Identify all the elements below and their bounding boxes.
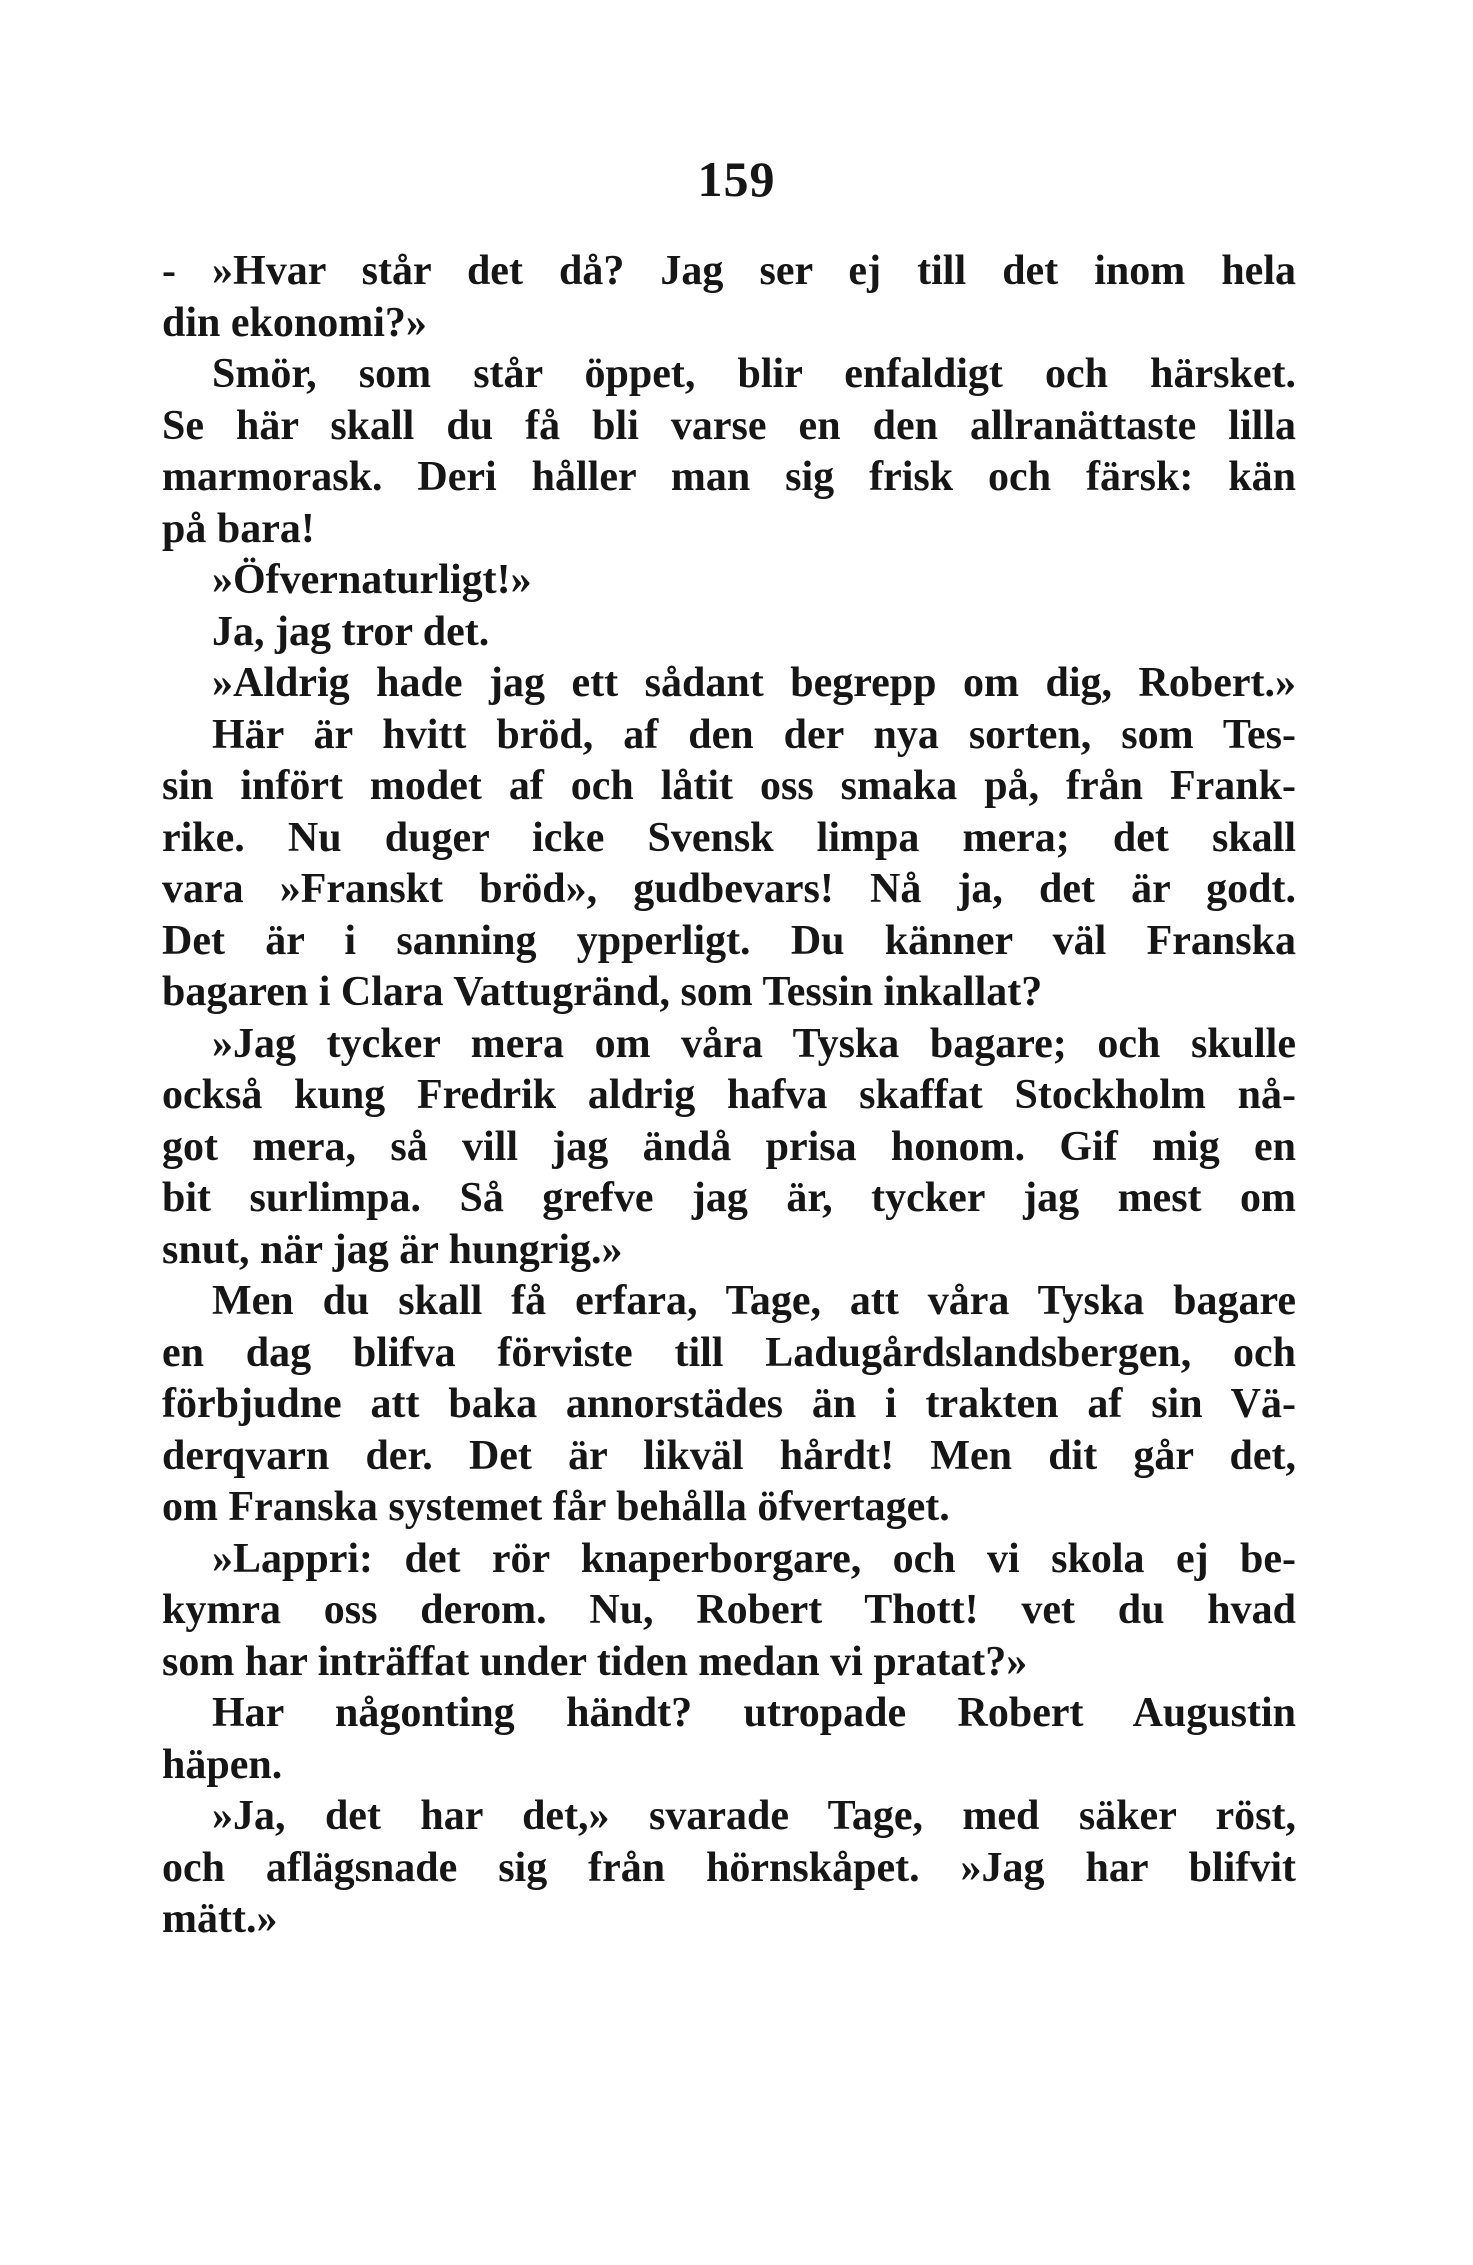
page-number: 159	[697, 151, 776, 207]
text-line: Här är hvitt bröd, af den der nya sorten, som Tes-	[212, 711, 1296, 758]
text-line: på bara!	[162, 505, 315, 552]
text-line: »Jag tycker mera om våra Tyska bagare; och skulle	[212, 1020, 1296, 1067]
text-line: snut, när jag är hungrig.»	[162, 1226, 623, 1273]
text-line: häpen.	[162, 1741, 283, 1788]
text-line: Se här skall du få bli varse en den allranättaste lilla	[162, 402, 1296, 449]
text-line: Har någonting händt? utropade Robert Augustin	[212, 1690, 1296, 1736]
body-text	[162, 246, 1296, 1946]
text-line: Ja, jag tror det.	[212, 608, 490, 655]
text-line: vara »Franskt bröd», gudbevars! Nå ja, det är godt.	[162, 866, 1296, 912]
text-line: marmorask. Deri håller man sig frisk och färsk: kän	[162, 454, 1296, 500]
text-line: rike. Nu duger icke Svensk limpa mera; det skall	[162, 814, 1296, 861]
text-line: mätt.»	[162, 1896, 278, 1942]
text-line: derqvarn der. Det är likväl hårdt! Men dit går det,	[162, 1432, 1296, 1479]
text-line: kymra oss derom. Nu, Robert Thott! vet du hvad	[162, 1587, 1296, 1633]
text-line: »Öfvernaturligt!»	[212, 557, 532, 603]
text-line: och aflägsnade sig från hörnskåpet. »Jag har blifvit	[162, 1844, 1296, 1891]
text-line: got mera, så vill jag ändå prisa honom. Gif mig en	[162, 1123, 1296, 1170]
text-line: en dag blifva förviste till Ladugårdslandsbergen, och	[162, 1329, 1296, 1376]
text-line: bit surlimpa. Så grefve jag är, tycker jag mest om	[162, 1175, 1296, 1221]
text-line: »Ja, det har det,» svarade Tage, med säker röst,	[212, 1793, 1296, 1839]
text-line: sin infört modet af och låtit oss smaka på, från Frank-	[162, 763, 1296, 809]
text-line: din ekonomi?»	[162, 299, 427, 346]
text-line: Smör, som står öppet, blir enfaldigt och härsket.	[212, 351, 1296, 397]
text-line: »Lappri: det rör knaperborgare, och vi skola ej be-	[212, 1535, 1296, 1582]
text-line: som har inträffat under tiden medan vi pratat?»	[162, 1638, 1028, 1685]
text-line: bagaren i Clara Vattugränd, som Tessin inkallat?	[162, 969, 1043, 1015]
text-line: Det är i sanning ypperligt. Du känner väl Franska	[162, 917, 1296, 964]
text-line: också kung Fredrik aldrig hafva skaffat Stockholm nå-	[162, 1072, 1296, 1118]
text-line: »Aldrig hade jag ett sådant begrepp om dig, Robert.»	[212, 660, 1296, 706]
text-line: - »Hvar står det då? Jag ser ej till det inom hela	[162, 248, 1296, 294]
text-line: förbjudne att baka annorstädes än i trakten af sin Vä-	[162, 1381, 1296, 1427]
text-line: om Franska systemet får behålla öfvertaget.	[162, 1484, 950, 1530]
text-line: Men du skall få erfara, Tage, att våra Tyska bagare	[212, 1278, 1296, 1324]
